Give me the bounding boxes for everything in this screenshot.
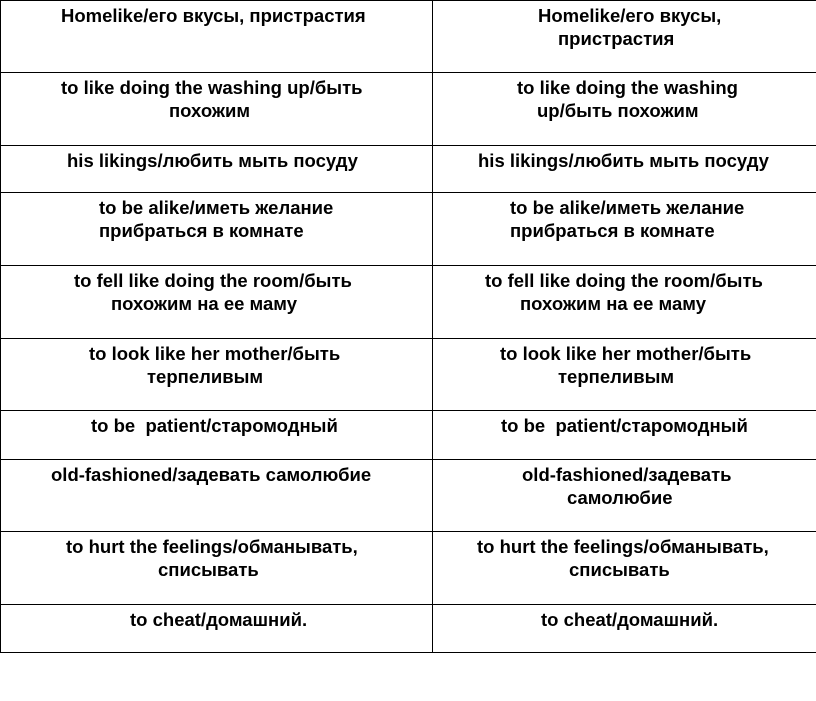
cell-text-line: his likings/любить мыть посуду [478, 150, 769, 171]
table-cell-left [1, 266, 433, 339]
table-row [1, 193, 816, 266]
table-cell-right [433, 532, 816, 605]
table-cell-right [433, 193, 816, 266]
cell-text-line: пристрастия [558, 28, 675, 49]
cell-text-line: to fell like doing the room/быть [485, 270, 763, 291]
cell-text-line: to look like her mother/быть [89, 343, 341, 364]
cell-text-line: Homelike/его вкусы, [538, 5, 722, 26]
table-cell-right [433, 605, 816, 653]
cell-text-line: up/быть похожим [537, 100, 699, 121]
cell-text-line: to be alike/иметь желание [510, 197, 745, 218]
cell-text-line: to look like her mother/быть [500, 343, 752, 364]
cell-text-line: терпеливым [147, 366, 264, 387]
table-row [1, 605, 816, 653]
table-row [1, 339, 816, 411]
cell-text-line: old-fashioned/задевать самолюбие [51, 464, 372, 485]
cell-text-line: to like doing the washing [517, 77, 738, 98]
cell-text-line: to like doing the washing up/быть [61, 77, 363, 98]
table-cell-left [1, 146, 433, 193]
table-cell-right [433, 266, 816, 339]
table-cell-left [1, 193, 433, 266]
table-cell-left [1, 411, 433, 460]
cell-text-line: Homelike/его вкусы, пристрастия [61, 5, 366, 26]
table-cell-right [433, 73, 816, 146]
cell-text-line: to hurt the feelings/обманывать, [477, 536, 769, 557]
cell-text-line: списывать [569, 559, 670, 580]
cell-text-line: самолюбие [567, 487, 673, 508]
table-cell-left [1, 339, 433, 411]
cell-text-line: to be alike/иметь желание [99, 197, 334, 218]
table-cell-right [433, 339, 816, 411]
cell-text-line: списывать [158, 559, 259, 580]
table-cell-left [1, 73, 433, 146]
table-row [1, 532, 816, 605]
cell-text-line: to be patient/старомодный [91, 415, 338, 436]
cell-text-line: терпеливым [558, 366, 675, 387]
cell-text-line: прибраться в комнате [99, 220, 304, 241]
table-row [1, 266, 816, 339]
table-cell-left [1, 1, 433, 73]
cell-text-line: прибраться в комнате [510, 220, 715, 241]
cell-text-line: his likings/любить мыть посуду [67, 150, 358, 171]
cell-text-line: to cheat/домашний. [541, 609, 719, 630]
cell-text-line: похожим на ее маму [111, 293, 297, 314]
table-row [1, 460, 816, 532]
table-cell-right [433, 146, 816, 193]
table-cell-left [1, 532, 433, 605]
table-cell-left [1, 460, 433, 532]
table-cell-left [1, 605, 433, 653]
cell-text-line: to cheat/домашний. [130, 609, 308, 630]
table-cell-right [433, 1, 816, 73]
cell-text-line: похожим на ее маму [520, 293, 706, 314]
cell-text-line: old-fashioned/задевать [522, 464, 732, 485]
table-row [1, 1, 816, 73]
table-row [1, 146, 816, 193]
table-row [1, 411, 816, 460]
table-row [1, 73, 816, 146]
table-cell-right [433, 460, 816, 532]
cell-text-line: похожим [169, 100, 251, 121]
cell-text-line: to fell like doing the room/быть [74, 270, 352, 291]
cell-text-line: to hurt the feelings/обманывать, [66, 536, 358, 557]
cell-text-line: to be patient/старомодный [501, 415, 748, 436]
table-cell-right [433, 411, 816, 460]
